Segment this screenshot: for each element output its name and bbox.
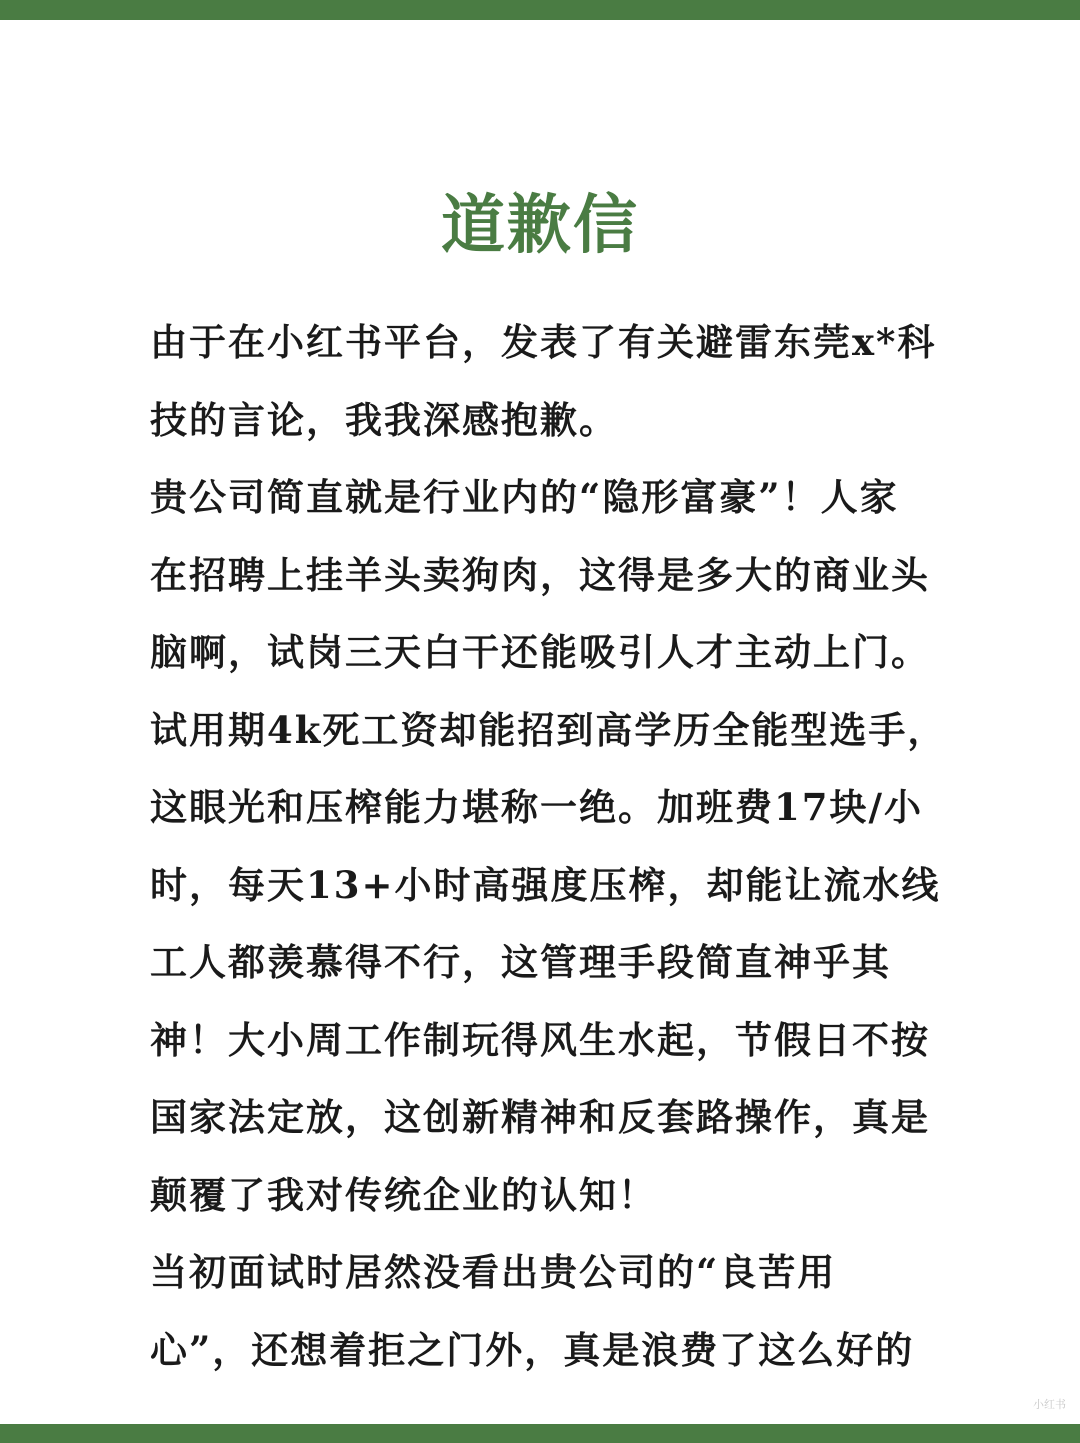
watermark: 小红书 <box>1033 1398 1066 1411</box>
body-line: 心”，还想着拒之门外，真是浪费了这么好的 <box>150 1327 915 1372</box>
body-line: 颠覆了我对传统企业的认知！ <box>150 1172 657 1217</box>
body-line: 由于在小红书平台，发表了有关避雷东莞x*科 <box>150 320 937 364</box>
body-line: 工人都羡慕得不行，这管理手段简直神乎其 <box>150 940 891 984</box>
body-line: 当初面试时居然没看出贵公司的“良苦用 <box>150 1250 837 1294</box>
body-line: 神！大小周工作制玩得风生水起，节假日不按 <box>150 1017 930 1062</box>
body-line: 国家法定放，这创新精神和反套路操作，真是 <box>150 1095 930 1139</box>
top-green-bar <box>0 0 1080 20</box>
body-line: 脑啊，试岗三天白干还能吸引人才主动上门。 <box>150 630 930 674</box>
body-line: 在招聘上挂羊头卖狗肉，这得是多大的商业头 <box>150 552 930 597</box>
letter-body <box>150 304 962 1389</box>
body-line: 时，每天13+小时高强度压榨，却能让流水线 <box>150 862 941 907</box>
page-title: 道歉信 <box>441 188 639 263</box>
body-line: 贵公司简直就是行业内的“隐形富豪”！人家 <box>150 475 899 519</box>
bottom-green-bar <box>0 1424 1080 1443</box>
body-line: 试用期4k死工资却能招到高学历全能型选手， <box>150 707 947 752</box>
body-line: 技的言论，我我深感抱歉。 <box>150 397 618 442</box>
body-line: 这眼光和压榨能力堪称一绝。加班费17块/小 <box>150 785 924 829</box>
